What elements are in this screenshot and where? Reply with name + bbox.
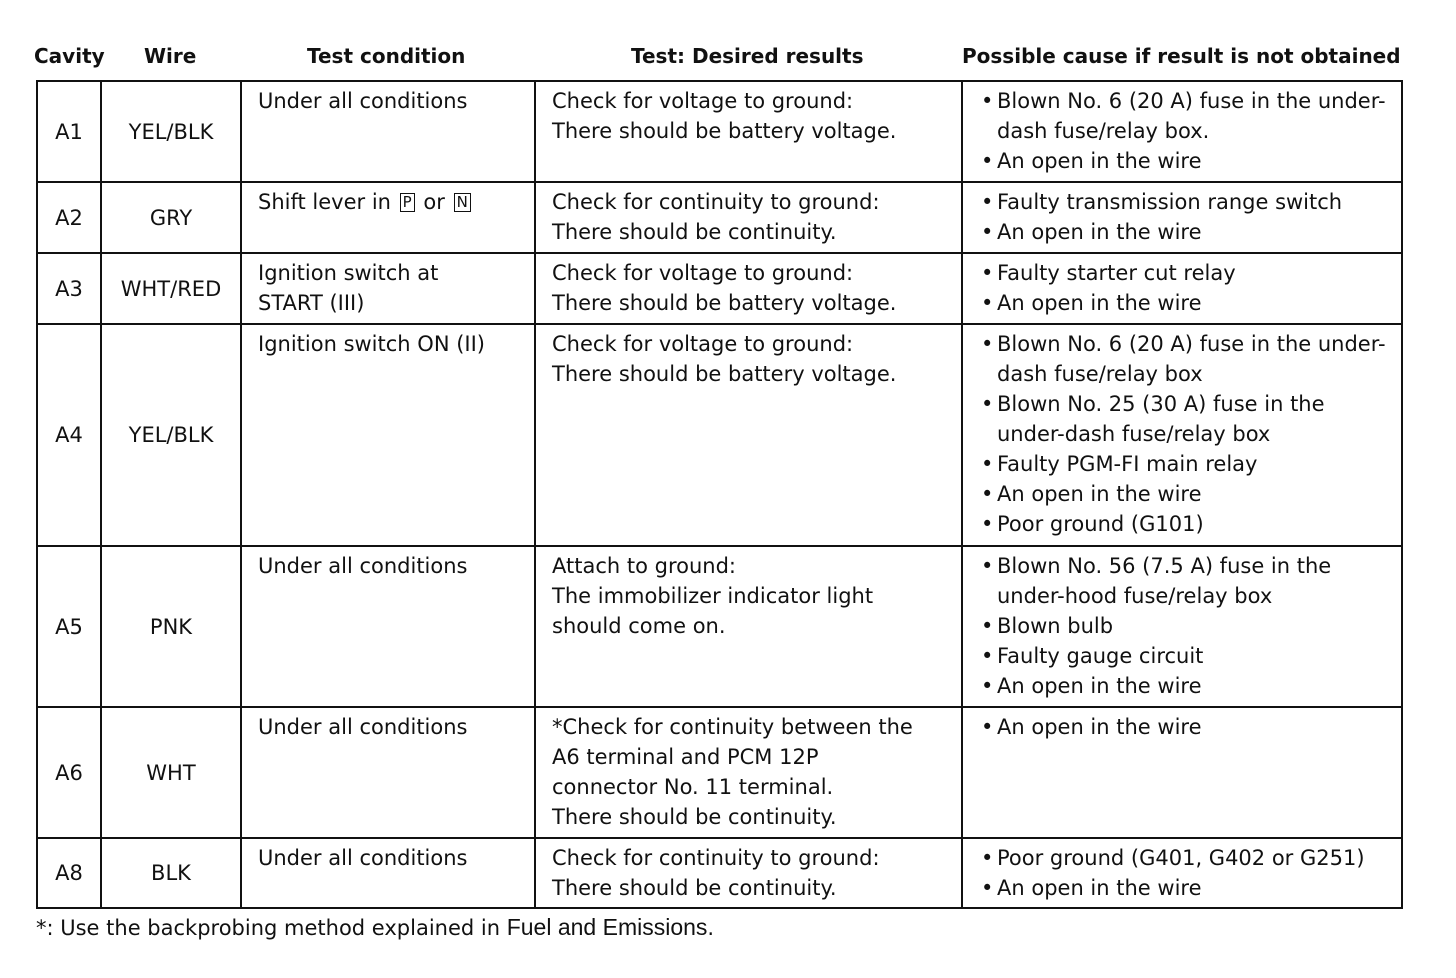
result-line: There should be battery voltage. [552, 362, 897, 386]
table-row [37, 707, 1402, 838]
cause-item: • Blown No. 6 (20 A) fuse in the under-dash fuse/relay box. [979, 86, 1393, 146]
table-row [37, 324, 1402, 546]
wire-cell: WHT [101, 707, 241, 838]
table-row [37, 182, 1402, 253]
cause-item: • An open in the wire [979, 479, 1393, 509]
result-line: connector No. 11 terminal. [552, 775, 834, 799]
result-line: The immobilizer indicator light [552, 584, 874, 608]
cause-cell [962, 81, 1402, 182]
header-cavity: Cavity [34, 44, 105, 68]
result-line: Check for voltage to ground: [552, 89, 854, 113]
table-row [37, 253, 1402, 324]
cause-item: • Faulty transmission range switch [979, 187, 1393, 217]
neutral-position-box: N [454, 193, 471, 212]
cause-item: • Blown No. 56 (7.5 A) fuse in the under-hood fuse/relay box [979, 551, 1393, 611]
footnote-reference: Fuel and Emissions [506, 914, 708, 940]
condition-cell [241, 253, 535, 324]
cavity-cell: A1 [37, 81, 101, 182]
cavity-cell: A8 [37, 838, 101, 908]
result-line: There should be continuity. [552, 876, 837, 900]
cause-item: • Faulty starter cut relay [979, 258, 1393, 288]
wire-cell: WHT/RED [101, 253, 241, 324]
condition-cell: Under all conditions [241, 838, 535, 908]
result-cell [535, 253, 962, 324]
cause-item: • An open in the wire [979, 873, 1393, 903]
condition-line: Ignition switch at [258, 261, 439, 285]
cause-item: • Poor ground (G101) [979, 509, 1393, 539]
header-possible-cause: Possible cause if result is not obtained [962, 44, 1401, 68]
condition-cell: Under all conditions [241, 546, 535, 707]
cause-item: • An open in the wire [979, 288, 1393, 318]
cavity-cell: A2 [37, 182, 101, 253]
result-line: Check for voltage to ground: [552, 261, 854, 285]
cause-item: • An open in the wire [979, 217, 1393, 247]
result-line: should come on. [552, 614, 726, 638]
wire-cell: YEL/BLK [101, 324, 241, 546]
result-line: *Check for continuity between the [552, 715, 913, 739]
header-test-condition: Test condition [307, 44, 466, 68]
cavity-cell: A5 [37, 546, 101, 707]
result-line: There should be battery voltage. [552, 119, 897, 143]
cause-cell [962, 253, 1402, 324]
footnote-text: *: Use the backprobing method explained in [36, 916, 501, 940]
cause-item: • An open in the wire [979, 712, 1393, 742]
wire-cell: PNK [101, 546, 241, 707]
diagnostic-table [36, 80, 1403, 909]
result-cell [535, 546, 962, 707]
cause-cell [962, 546, 1402, 707]
condition-cell: Under all conditions [241, 707, 535, 838]
table-row [37, 838, 1402, 908]
cause-item: • An open in the wire [979, 146, 1393, 176]
condition-or: or [423, 190, 445, 214]
result-line: There should be continuity. [552, 220, 837, 244]
cause-item: • An open in the wire [979, 671, 1393, 701]
condition-cell [241, 182, 535, 253]
footnote-end: . [707, 916, 715, 940]
table-row [37, 546, 1402, 707]
result-line: A6 terminal and PCM 12P [552, 745, 819, 769]
wire-cell: GRY [101, 182, 241, 253]
cause-cell [962, 324, 1402, 546]
cause-item: • Blown bulb [979, 611, 1393, 641]
cause-item: • Poor ground (G401, G402 or G251) [979, 843, 1393, 873]
result-cell [535, 81, 962, 182]
cavity-cell: A6 [37, 707, 101, 838]
cause-item: • Faulty gauge circuit [979, 641, 1393, 671]
park-position-box: P [400, 193, 415, 212]
result-line: Check for continuity to ground: [552, 190, 880, 214]
result-line: Check for voltage to ground: [552, 332, 854, 356]
result-line: Check for continuity to ground: [552, 846, 880, 870]
cause-cell [962, 182, 1402, 253]
result-cell [535, 182, 962, 253]
result-line: There should be continuity. [552, 805, 837, 829]
cause-cell [962, 838, 1402, 908]
result-line: Attach to ground: [552, 554, 736, 578]
cause-item: • Faulty PGM-FI main relay [979, 449, 1393, 479]
condition-text: Shift lever in [258, 190, 391, 214]
result-cell [535, 838, 962, 908]
footnote [36, 912, 714, 943]
header-desired-results: Test: Desired results [631, 44, 864, 68]
cavity-cell: A3 [37, 253, 101, 324]
cause-item: • Blown No. 6 (20 A) fuse in the under-dash fuse/relay box [979, 329, 1393, 389]
table-row [37, 81, 1402, 182]
wire-cell: BLK [101, 838, 241, 908]
result-line: There should be battery voltage. [552, 291, 897, 315]
cause-item: • Blown No. 25 (30 A) fuse in the under-dash fuse/relay box [979, 389, 1393, 449]
result-cell [535, 707, 962, 838]
cause-cell [962, 707, 1402, 838]
condition-line: START (III) [258, 291, 365, 315]
condition-cell: Ignition switch ON (II) [241, 324, 535, 546]
wire-cell: YEL/BLK [101, 81, 241, 182]
header-wire: Wire [144, 44, 197, 68]
condition-cell: Under all conditions [241, 81, 535, 182]
result-cell [535, 324, 962, 546]
cavity-cell: A4 [37, 324, 101, 546]
